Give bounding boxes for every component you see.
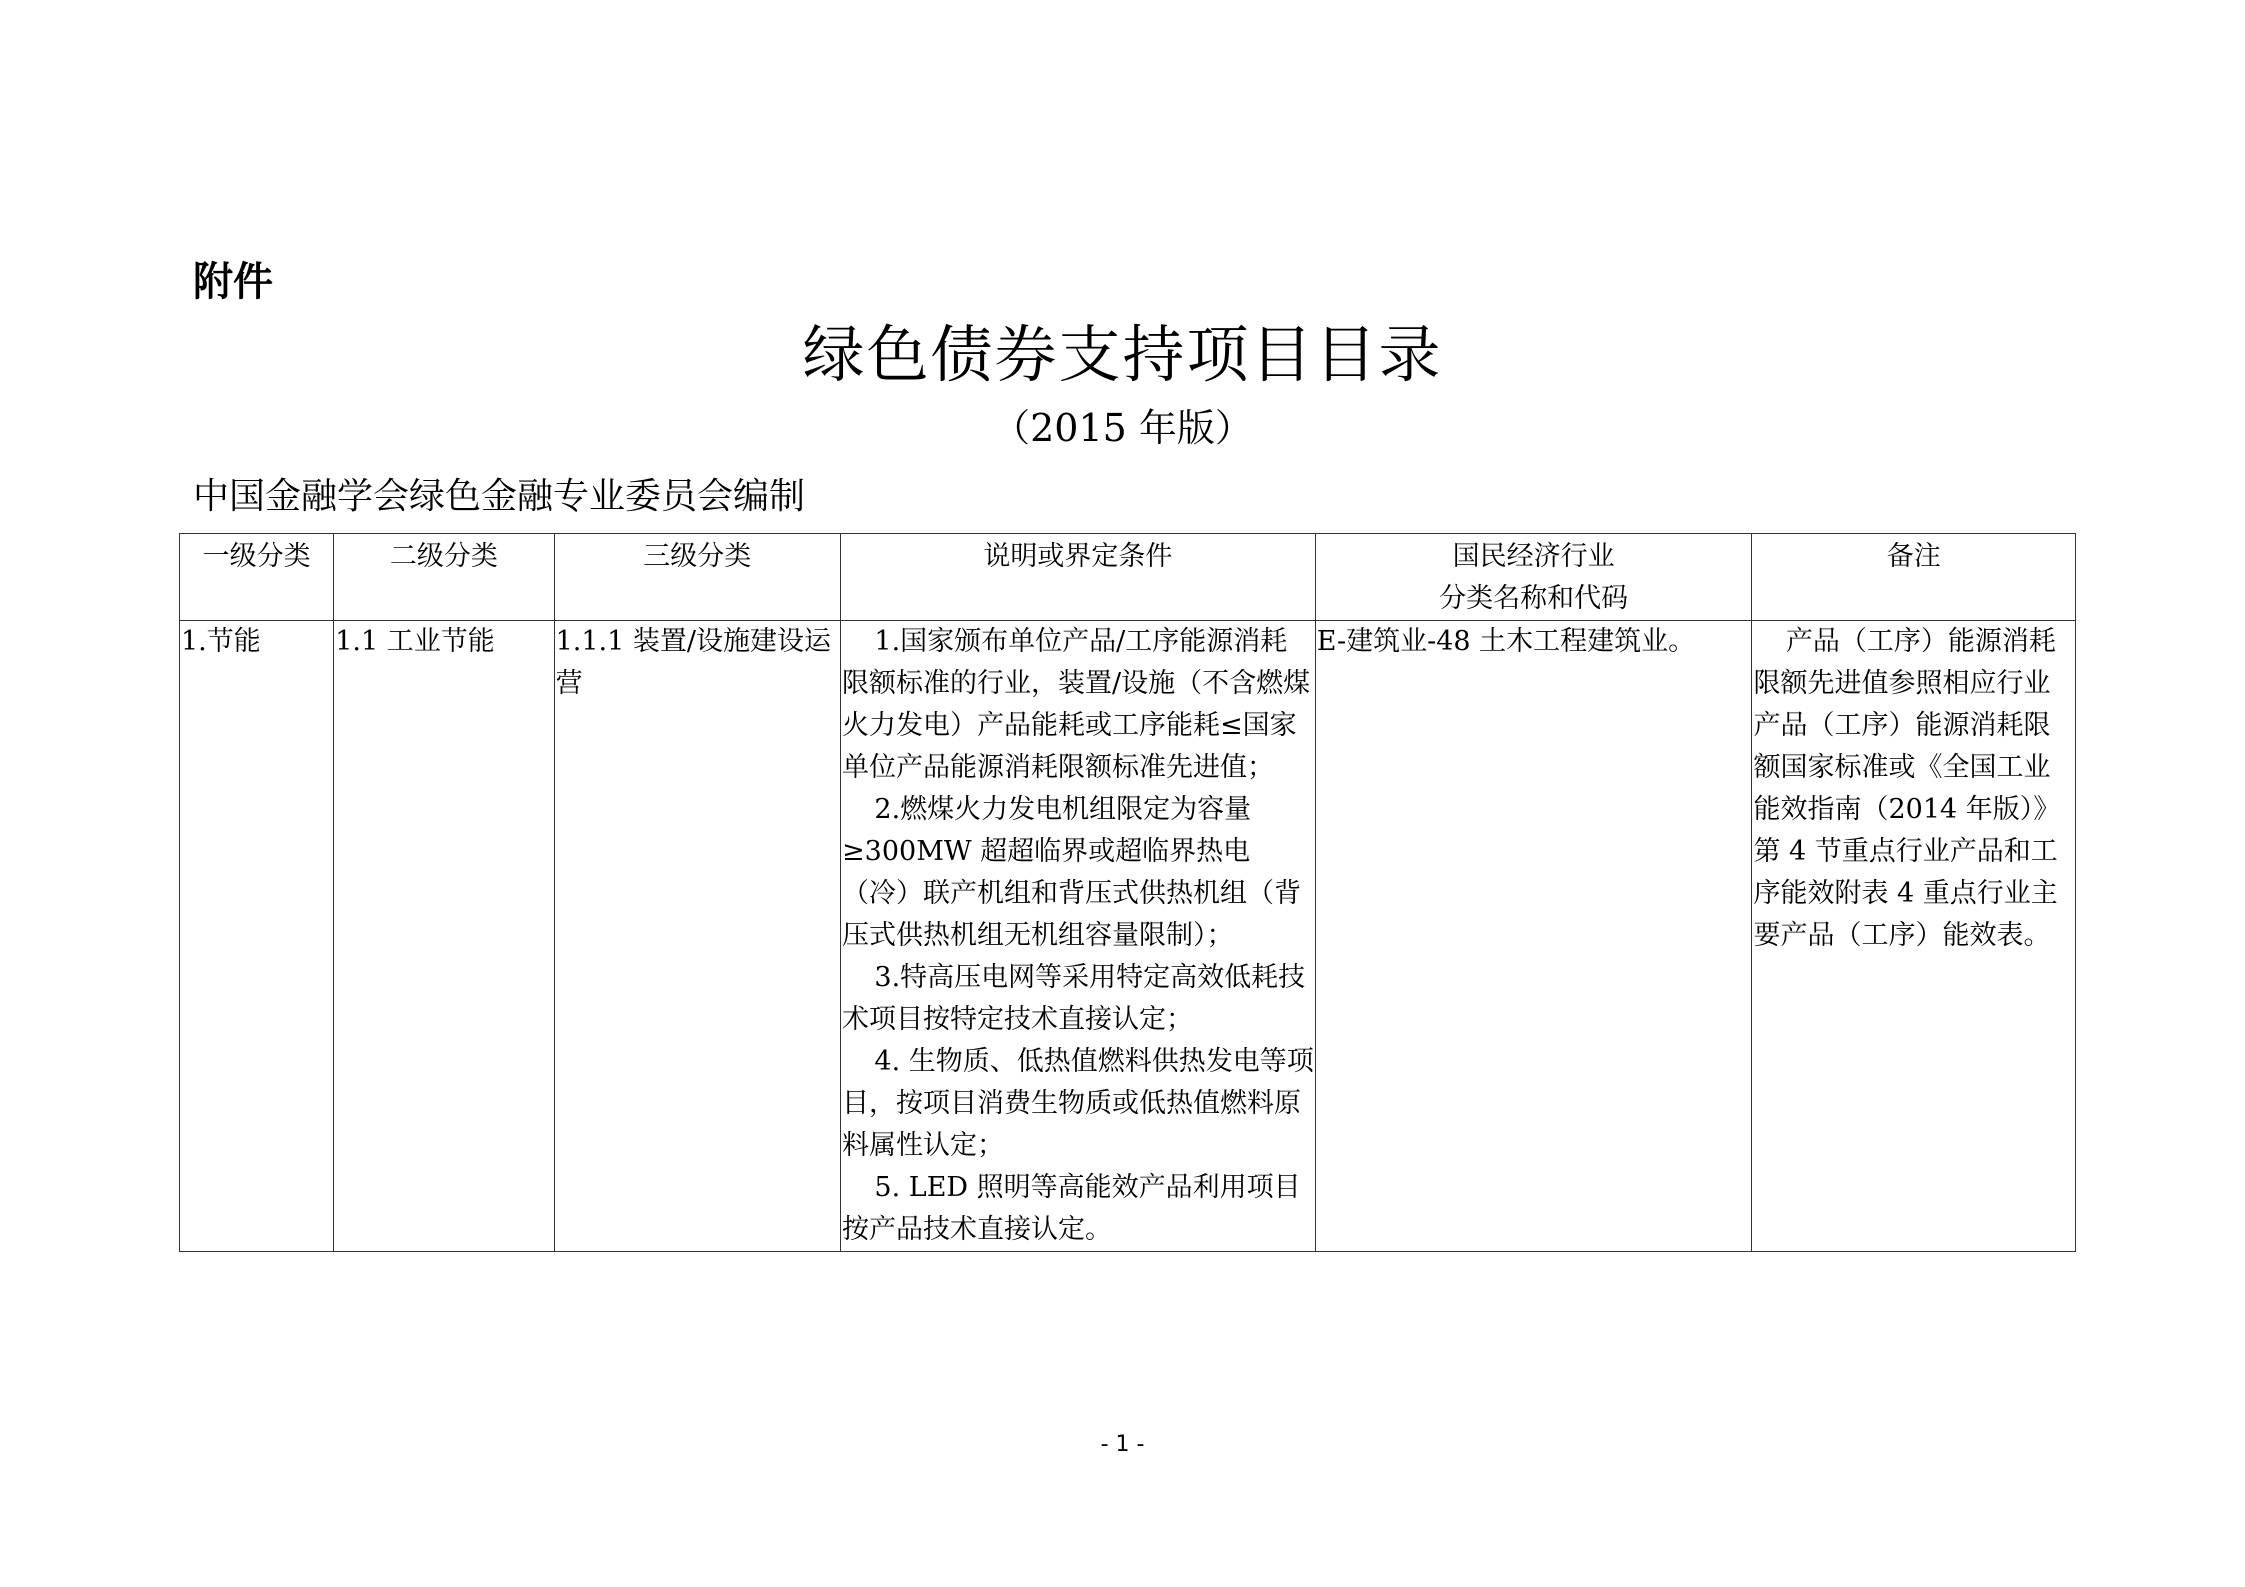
header-description: 说明或界定条件 xyxy=(841,534,1316,621)
catalog-table xyxy=(179,533,2076,1252)
header-industry xyxy=(1315,534,1752,621)
page-number: - 1 - xyxy=(1100,1432,1145,1457)
header-remarks: 备注 xyxy=(1752,534,2076,621)
cell-description xyxy=(841,621,1316,1252)
cell-level1: 1.节能 xyxy=(180,621,334,1252)
header-industry-line1: 国民经济行业 xyxy=(1452,541,1615,572)
description-item: 5. LED 照明等高能效产品利用项目按产品技术直接认定。 xyxy=(842,1172,1301,1245)
description-item: 3.特高压电网等采用特定高效低耗技术项目按特定技术直接认定； xyxy=(842,962,1306,1035)
compiler-line: 中国金融学会绿色金融专业委员会编制 xyxy=(193,476,806,517)
industry-text: E-建筑业-48 土木工程建筑业。 xyxy=(1316,626,1696,657)
header-level1: 一级分类 xyxy=(180,534,334,621)
header-industry-line2: 分类名称和代码 xyxy=(1439,583,1629,614)
document-subtitle: （2015 年版） xyxy=(992,406,1253,450)
table-row xyxy=(180,621,2076,1252)
header-level2: 二级分类 xyxy=(334,534,554,621)
table-header-row xyxy=(180,534,2076,621)
cell-level3: 1.1.1 装置/设施建设运营 xyxy=(554,621,840,1252)
description-item: 4. 生物质、低热值燃料供热发电等项目，按项目消费生物质或低热值燃料原料属性认定； xyxy=(842,1046,1314,1161)
attachment-label: 附件 xyxy=(193,259,273,305)
cell-remarks xyxy=(1752,621,2076,1252)
description-item: 2.燃煤火力发电机组限定为容量≥300MW 超超临界或超临界热电（冷）联产机组和背压式供热机组（背压式供热机组无机组容量限制）； xyxy=(842,794,1302,951)
description-item: 1.国家颁布单位产品/工序能源消耗限额标准的行业，装置/设施（不含燃煤火力发电）产品能耗或工序能耗≤国家单位产品能源消耗限额标准先进值； xyxy=(842,626,1311,783)
remarks-text: 产品（工序）能源消耗限额先进值参照相应行业产品（工序）能源消耗限额国家标准或《全国工业能效指南（2014 年版）》第 4 节重点行业产品和工序能效附表 4 重点行业主要产品（工序）能效表。 xyxy=(1753,626,2061,951)
cell-level2: 1.1 工业节能 xyxy=(334,621,554,1252)
cell-industry xyxy=(1315,621,1752,1252)
header-level3: 三级分类 xyxy=(554,534,840,621)
document-title: 绿色债券支持项目目录 xyxy=(802,318,1443,391)
